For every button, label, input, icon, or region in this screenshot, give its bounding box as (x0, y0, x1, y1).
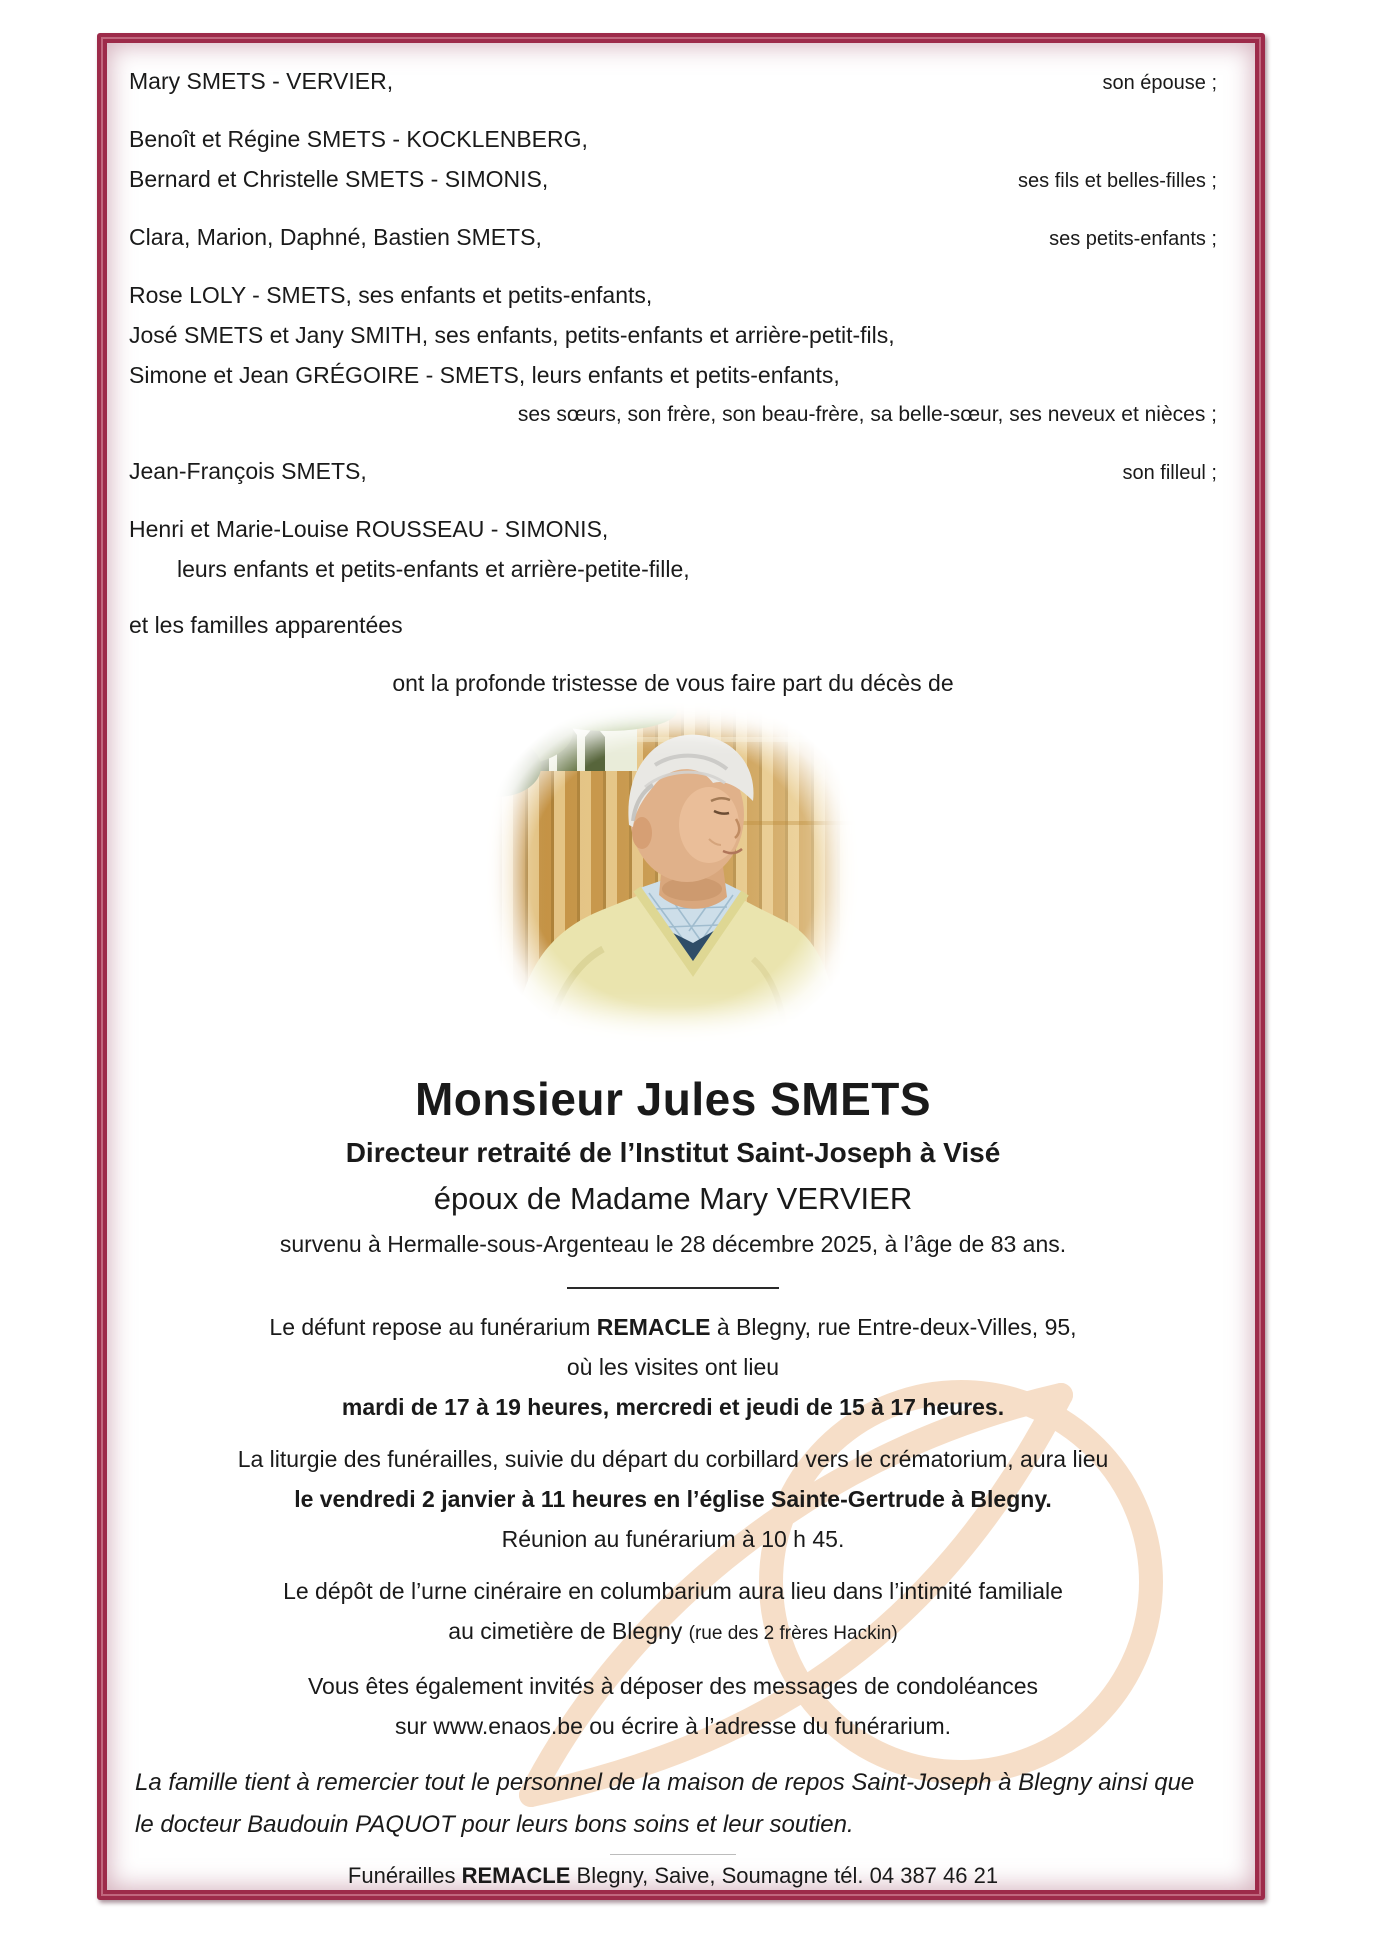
family-list (129, 61, 1217, 645)
family-row (129, 119, 1217, 159)
family-row (129, 159, 1217, 201)
visits-hours: mardi de 17 à 19 heures, mercredi et jeudi de 15 à 17 heures. (341, 1394, 1005, 1420)
family-row (129, 605, 1217, 645)
deceased-spouse-line: époux de Madame Mary VERVIER (433, 1181, 913, 1216)
liturgy-paragraph (129, 1439, 1217, 1559)
condolences-text: Vous êtes également invités à déposer des messages de condoléances (307, 1673, 1039, 1699)
family-name: Jean-François SMETS, (129, 458, 367, 484)
family-name: Rose LOLY - SMETS, ses enfants et petits-enfants, (129, 282, 653, 308)
family-row (129, 355, 1217, 395)
deceased-name: Monsieur Jules SMETS (414, 1073, 932, 1125)
family-row (129, 549, 1217, 589)
repose-paragraph (129, 1307, 1217, 1427)
family-name: leurs enfants et petits-enfants et arrière-petite-fille, (177, 556, 690, 582)
family-name: Clara, Marion, Daphné, Bastien SMETS, (129, 224, 542, 250)
family-name: José SMETS et Jany SMITH, ses enfants, petits-enfants et arrière-petit-fils, (129, 322, 895, 348)
footer-divider (610, 1854, 736, 1855)
footer-suffix: Blegny, Saive, Soumagne tél. 04 387 46 21 (570, 1863, 999, 1888)
liturgy-datetime: le vendredi 2 janvier à 11 heures en l’église Sainte-Gertrude à Blegny. (294, 1486, 1052, 1512)
condolences-paragraph (129, 1666, 1217, 1746)
footer-funeral-home (129, 1861, 1217, 1891)
relation-label: ses fils et belles-filles ; (1018, 170, 1217, 192)
deceased-title: Directeur retraité de l’Institut Saint-Joseph à Visé (345, 1137, 1001, 1168)
family-name: Henri et Marie-Louise ROUSSEAU - SIMONIS, (129, 516, 609, 542)
relation-label: ses sœurs, son frère, son beau-frère, sa belle-sœur, ses neveux et nièces ; (517, 403, 1217, 426)
family-row (129, 451, 1217, 493)
cemetery-street-note: (rue des 2 frères Hackin) (688, 1623, 898, 1644)
relation-label: ses petits-enfants ; (1049, 228, 1217, 250)
section-divider (567, 1287, 779, 1289)
family-name: Mary SMETS - VERVIER, (129, 68, 394, 94)
repose-text: Le défunt repose au funérarium (269, 1314, 597, 1340)
family-row (129, 509, 1217, 549)
family-row (129, 275, 1217, 315)
liturgy-text: La liturgie des funérailles, suivie du départ du corbillard vers le crématorium, aura lieu (237, 1446, 1109, 1472)
family-name: Simone et Jean GRÉGOIRE - SMETS, leurs enfants et petits-enfants, (129, 362, 840, 388)
deceased-death-line: survenu à Hermalle-sous-Argenteau le 28 décembre 2025, à l’âge de 83 ans. (279, 1231, 1067, 1257)
visits-intro: où les visites ont lieu (566, 1354, 780, 1380)
condolences-website-line: sur www.enaos.be ou écrire à l’adresse du funérarium. (394, 1713, 952, 1739)
meeting-text: Réunion au funérarium à 10 h 45. (501, 1526, 845, 1552)
footer-prefix: Funérailles (347, 1863, 462, 1888)
relation-label: son épouse ; (1102, 72, 1217, 94)
funeral-home-name: REMACLE (596, 1314, 711, 1340)
footer-home-name: REMACLE (461, 1863, 571, 1888)
family-row (129, 395, 1217, 435)
cemetery-text: au cimetière de Blegny (448, 1618, 689, 1644)
thanks-paragraph: La famille tient à remercier tout le personnel de la maison de repos Saint-Joseph à Blegny ainsi que le docteur Baudouin PAQUOT pour leurs bons soins et leur soutien. (135, 1769, 1195, 1838)
urn-paragraph (129, 1571, 1217, 1654)
portrait-photo (487, 703, 859, 1045)
family-name: Bernard et Christelle SMETS - SIMONIS, (129, 166, 549, 192)
family-row (129, 61, 1217, 103)
family-row (129, 217, 1217, 259)
family-row (129, 315, 1217, 355)
announcement-sentence: ont la profonde tristesse de vous faire part du décès de (392, 670, 954, 696)
family-name: et les familles apparentées (129, 612, 403, 638)
relation-label: son filleul ; (1122, 462, 1217, 484)
family-name: Benoît et Régine SMETS - KOCKLENBERG, (129, 126, 588, 152)
decorative-maroon-frame (97, 33, 1265, 1900)
announcement-content (111, 47, 1251, 1886)
urn-text: Le dépôt de l’urne cinéraire en columbarium aura lieu dans l’intimité familiale (283, 1578, 1063, 1604)
repose-text-suffix: à Blegny, rue Entre-deux-Villes, 95, (710, 1314, 1077, 1340)
